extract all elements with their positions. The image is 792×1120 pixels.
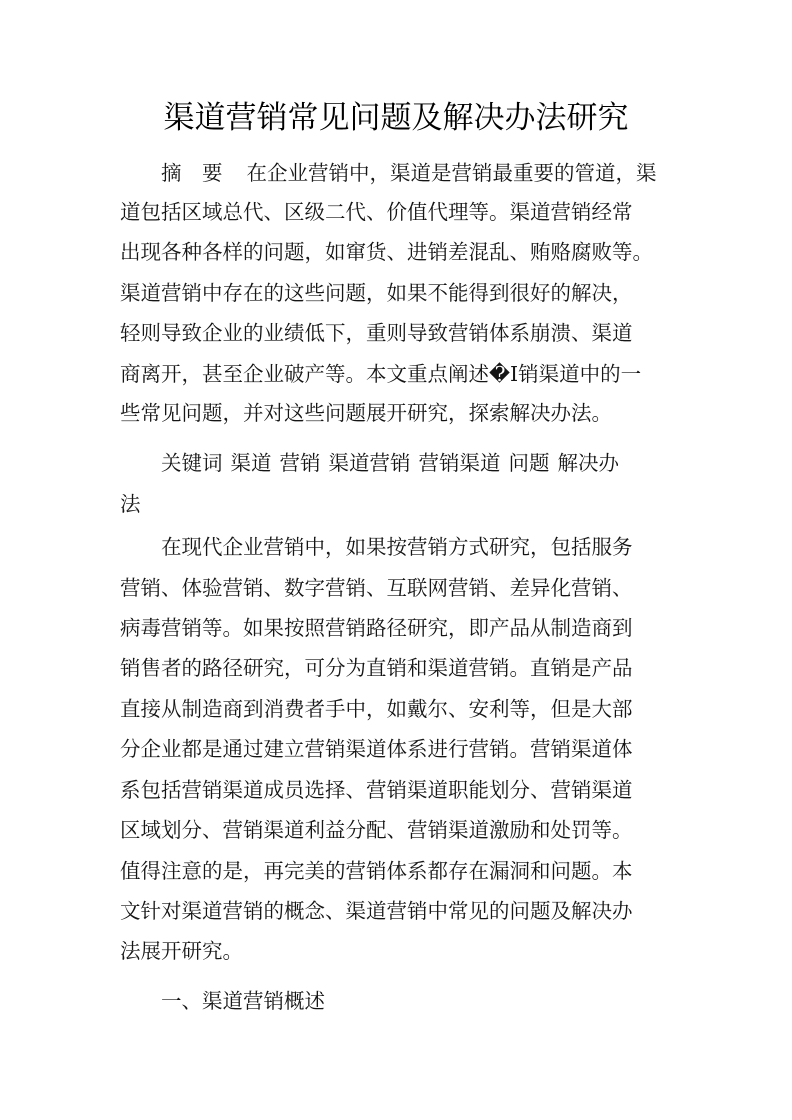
keywords-label: 关键词 bbox=[161, 451, 223, 475]
body-line: 法展开研究。 bbox=[120, 939, 243, 963]
keyword: 问题 bbox=[508, 451, 550, 475]
section-heading: 一、渠道营销概述 bbox=[161, 989, 325, 1013]
keyword: 解决办 bbox=[557, 451, 619, 475]
abstract-first-line bbox=[161, 158, 657, 188]
abstract-line: 轻则导致企业的业绩低下，重则导致营销体系崩溃、渠道 bbox=[120, 321, 633, 345]
abstract-line: 在企业营销中，渠道是营销最重要的管道，渠 bbox=[246, 161, 657, 185]
body-line: 病毒营销等。如果按照营销路径研究，即产品从制造商到 bbox=[120, 616, 633, 640]
keywords-wrap: 法 bbox=[120, 492, 141, 516]
document-title: 渠道营销常见问题及解决办法研究 bbox=[163, 100, 629, 136]
keyword: 渠道营销 bbox=[328, 451, 411, 475]
keyword: 营销渠道 bbox=[418, 451, 501, 475]
abstract-line: 些常见问题，并对这些问题展开研究，探索解决办法。 bbox=[120, 401, 612, 425]
body-line: 在现代企业营销中，如果按营销方式研究，包括服务 bbox=[161, 535, 633, 559]
abstract-line: 道包括区域总代、区级二代、价值代理等。渠道营销经常 bbox=[120, 200, 633, 224]
body-line: 分企业都是通过建立营销渠道体系进行营销。营销渠道体 bbox=[120, 737, 633, 761]
body-line: 销售者的路径研究，可分为直销和渠道营销。直销是产品 bbox=[120, 656, 633, 680]
abstract-line: 商离开，甚至企业破产等。本文重点阐述�I销渠道中的一 bbox=[120, 362, 642, 386]
body-line: 文针对渠道营销的概念、渠道营销中常见的问题及解决办 bbox=[120, 899, 633, 923]
body-line: 值得注意的是，再完美的营销体系都存在漏洞和问题。本 bbox=[120, 859, 633, 883]
abstract-line: 出现各种各样的问题，如窜货、进销差混乱、贿赂腐败等。 bbox=[120, 240, 653, 264]
body-line: 区域划分、营销渠道利益分配、营销渠道激励和处罚等。 bbox=[120, 818, 633, 842]
abstract-line: 渠道营销中存在的这些问题，如果不能得到很好的解决， bbox=[120, 281, 633, 305]
keyword: 渠道 bbox=[230, 451, 272, 475]
body-line: 直接从制造商到消费者手中，如戴尔、安利等，但是大部 bbox=[120, 697, 633, 721]
body-line: 营销、体验营销、数字营销、互联网营销、差异化营销、 bbox=[120, 576, 633, 600]
keyword: 营销 bbox=[279, 451, 321, 475]
body-line: 系包括营销渠道成员选择、营销渠道职能划分、营销渠道 bbox=[120, 778, 633, 802]
abstract-label: 摘 要 bbox=[161, 161, 223, 185]
keywords-line bbox=[161, 448, 619, 478]
